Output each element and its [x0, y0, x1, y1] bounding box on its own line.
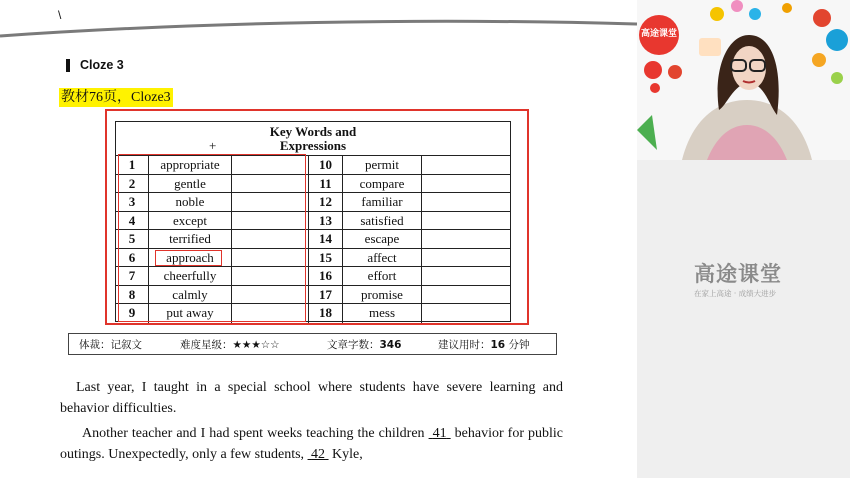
word-number: 12	[309, 193, 343, 211]
word-cell: effort	[343, 267, 422, 285]
blank-cell	[232, 212, 309, 230]
blank-cell	[422, 304, 510, 323]
blank-cell	[232, 156, 309, 174]
word-number: 18	[309, 304, 343, 323]
table-row	[116, 175, 510, 194]
watermark-logo: 高途课堂	[694, 262, 782, 286]
table-body	[116, 155, 510, 323]
blank-cell	[422, 286, 510, 304]
blank-cell	[422, 230, 510, 248]
word-number: 13	[309, 212, 343, 230]
section-heading	[66, 58, 124, 72]
difficulty: 难度星级：★★★☆☆	[180, 338, 280, 351]
word-number: 9	[116, 304, 149, 323]
word-cell: affect	[343, 249, 422, 267]
word-cell: calmly	[149, 286, 232, 304]
side-panel	[637, 160, 850, 478]
blank-cell	[422, 267, 510, 285]
watermark-slogan: 在家上高途 · 成绩大进步	[694, 289, 777, 298]
article-info-bar	[68, 333, 557, 355]
suggested-time: 建议用时：16 分钟	[438, 338, 530, 351]
word-number: 4	[116, 212, 149, 230]
word-cell: appropriate	[149, 156, 232, 174]
blank-cell	[422, 175, 510, 193]
paragraph-2: Another teacher and I had spent weeks teaching the children 41 behavior for public outings. Unexpectedly, only a few students, 42 Kyle,	[60, 426, 564, 462]
table-title: Key Words and Expressions	[269, 124, 357, 153]
word-number: 17	[309, 286, 343, 304]
blank-cell	[232, 230, 309, 248]
word-cell: escape	[343, 230, 422, 248]
word-cell: approach	[149, 249, 232, 267]
difficulty-stars: ★★★☆☆	[232, 338, 280, 351]
blank-cell	[232, 304, 309, 323]
blank-42: 42	[311, 447, 326, 462]
word-number: 15	[309, 249, 343, 267]
blank-cell	[232, 193, 309, 211]
section-title: Cloze 3	[80, 58, 124, 72]
word-cell: put away	[149, 304, 232, 323]
word-number: 14	[309, 230, 343, 248]
stray-mark: \	[58, 8, 62, 22]
brand-logo-badge: 高途课堂	[639, 15, 679, 55]
blank-cell	[232, 249, 309, 267]
word-number: 16	[309, 267, 343, 285]
key-words-table	[115, 121, 511, 322]
word-number: 11	[309, 175, 343, 193]
word-cell: permit	[343, 156, 422, 174]
table-row	[116, 156, 510, 175]
word-cell: gentle	[149, 175, 232, 193]
word-number: 3	[116, 193, 149, 211]
blank-cell	[422, 193, 510, 211]
genre-label: 体裁：记叙文	[79, 338, 142, 351]
word-cell: terrified	[149, 230, 232, 248]
word-number: 1	[116, 156, 149, 174]
table-row	[116, 249, 510, 268]
word-cell: cheerfully	[149, 267, 232, 285]
word-cell: compare	[343, 175, 422, 193]
table-row	[116, 267, 510, 286]
word-number: 5	[116, 230, 149, 248]
table-row	[116, 304, 510, 323]
highlighted-note: 教材76页，Cloze3	[61, 90, 171, 105]
heading-bar-icon	[66, 59, 70, 72]
word-cell: mess	[343, 304, 422, 323]
blank-cell	[232, 175, 309, 193]
teacher-webcam	[637, 0, 850, 160]
table-row	[116, 286, 510, 305]
word-number: 2	[116, 175, 149, 193]
plus-mark: +	[209, 138, 217, 153]
table-row	[116, 212, 510, 231]
table-row	[116, 193, 510, 212]
word-cell: noble	[149, 193, 232, 211]
word-number: 7	[116, 267, 149, 285]
word-number: 6	[116, 249, 149, 267]
blank-cell	[422, 212, 510, 230]
blank-cell	[422, 249, 510, 267]
page-curl-decoration	[0, 0, 637, 50]
word-cell: promise	[343, 286, 422, 304]
blank-cell	[232, 286, 309, 304]
table-row	[116, 230, 510, 249]
word-count: 文章字数：346	[327, 338, 402, 351]
word-cell: familiar	[343, 193, 422, 211]
blank-cell	[232, 267, 309, 285]
blank-41: 41	[432, 426, 447, 441]
paragraph-1: Last year, I taught in a special school where students have severe learning and behavior difficulties.	[60, 380, 563, 416]
word-cell: satisfied	[343, 212, 422, 230]
blank-cell	[422, 156, 510, 174]
word-number: 10	[309, 156, 343, 174]
word-cell: except	[149, 212, 232, 230]
word-number: 8	[116, 286, 149, 304]
